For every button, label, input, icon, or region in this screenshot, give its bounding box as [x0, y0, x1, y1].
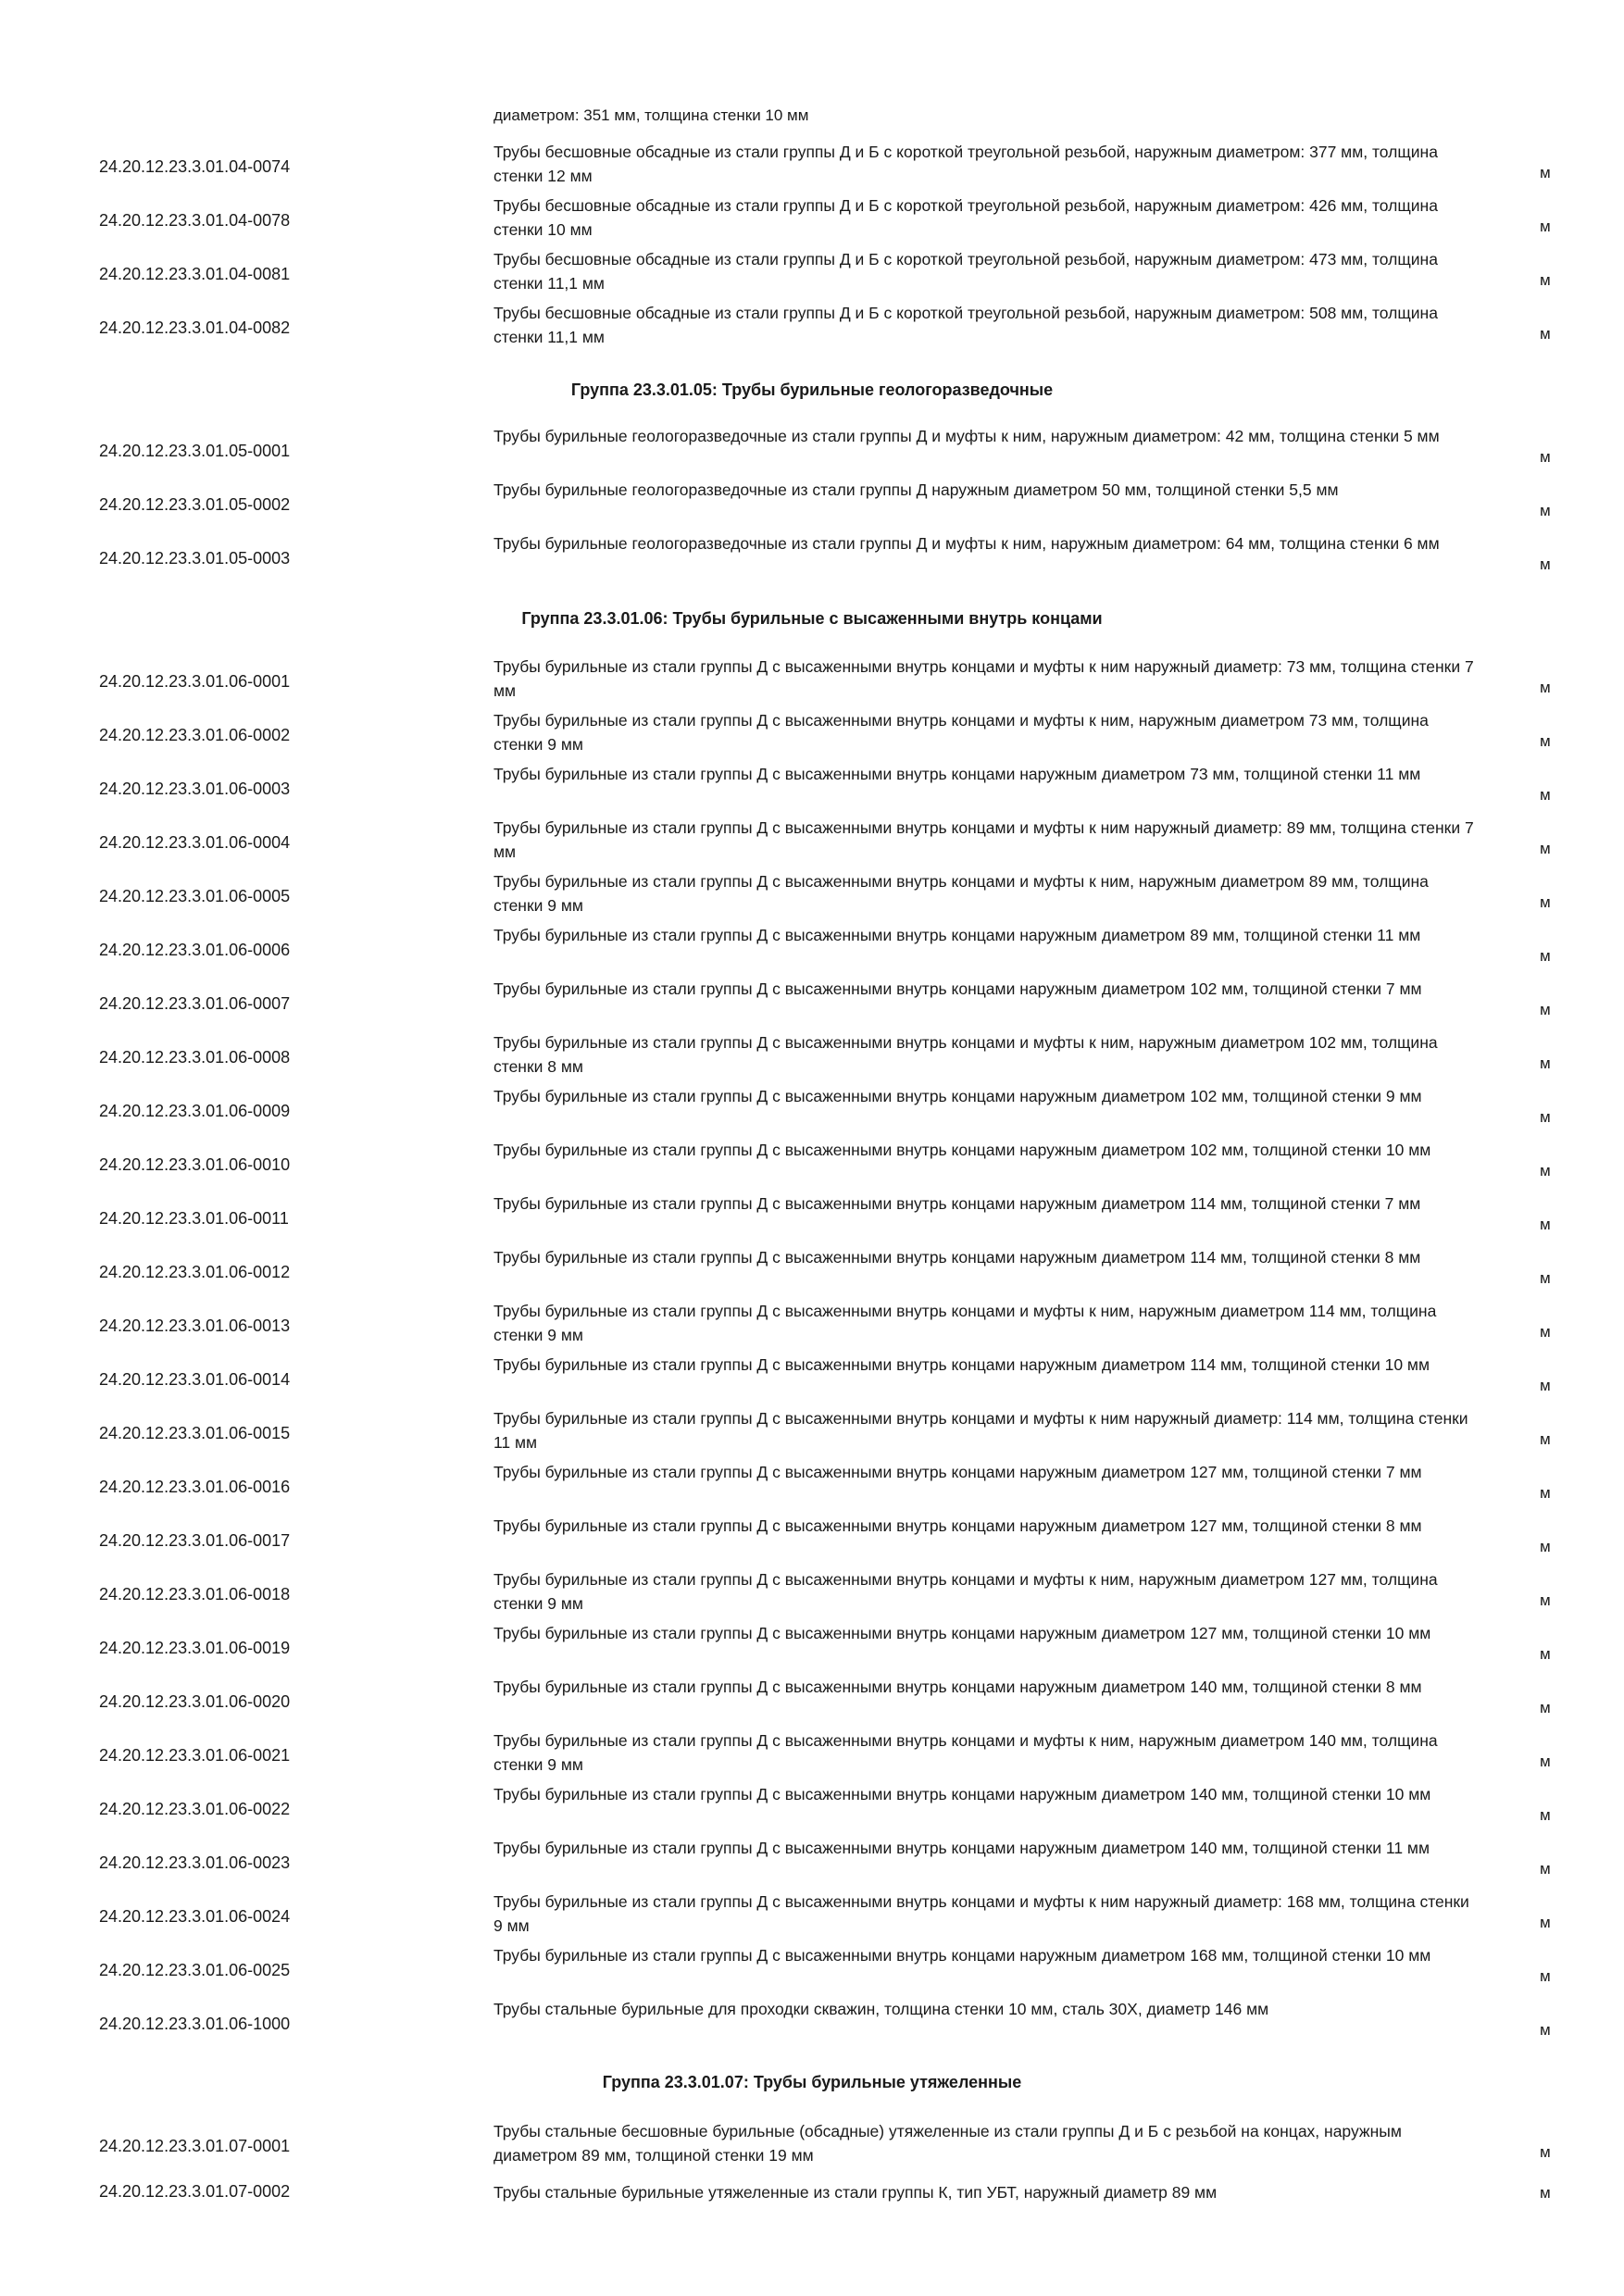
item-unit: м — [1540, 1269, 1551, 1287]
table-row — [0, 868, 1624, 922]
item-description: Трубы бурильные из стали группы Д с высаженными внутрь концами и муфты к ним, наружным диаметром 102 мм, толщина стенки 8 мм — [493, 1033, 1438, 1076]
item-code: 24.20.12.23.3.01.04-0081 — [99, 265, 291, 283]
item-unit: м — [1540, 1753, 1551, 1770]
item-unit: м — [1540, 1108, 1551, 1126]
item-description: Трубы бурильные из стали группы Д с высаженными внутрь концами наружным диаметром 140 мм, толщиной стенки 10 мм — [493, 1785, 1431, 1803]
item-unit: м — [1540, 1054, 1551, 1072]
item-code: 24.20.12.23.3.01.06-0019 — [99, 1639, 291, 1657]
item-unit: м — [1540, 218, 1551, 235]
item-description: Трубы бурильные из стали группы Д с высаженными внутрь концами наружным диаметром 127 мм, толщиной стенки 8 мм — [493, 1516, 1422, 1535]
item-code: 24.20.12.23.3.01.06-0018 — [99, 1585, 291, 1603]
item-code: 24.20.12.23.3.01.06-0024 — [99, 1907, 291, 1926]
item-code: 24.20.12.23.3.01.06-0022 — [99, 1800, 291, 1818]
table-row — [0, 1298, 1624, 1352]
table-row — [0, 1191, 1624, 1244]
table-row — [0, 1352, 1624, 1405]
table-row — [0, 1781, 1624, 1835]
item-unit: м — [1540, 732, 1551, 750]
table-row — [0, 654, 1624, 707]
item-code: 24.20.12.23.3.01.06-1000 — [99, 2015, 291, 2033]
table-row — [0, 1835, 1624, 1889]
item-description: Трубы бесшовные обсадные из стали группы Д и Б с короткой треугольной резьбой, наружным диаметром: 508 мм, толщина стенки 11,1 мм — [493, 304, 1438, 346]
table-row — [0, 1137, 1624, 1191]
item-description: Трубы бурильные из стали группы Д с высаженными внутрь концами наружным диаметром 140 мм, толщиной стенки 11 мм — [493, 1839, 1430, 1857]
item-description: Трубы бурильные из стали группы Д с высаженными внутрь концами наружным диаметром 127 мм, толщиной стенки 10 мм — [493, 1624, 1431, 1642]
item-unit: м — [1540, 1162, 1551, 1179]
item-description: Трубы бурильные из стали группы Д с высаженными внутрь концами наружным диаметром 102 мм, толщиной стенки 9 мм — [493, 1087, 1422, 1105]
item-description: Трубы бурильные из стали группы Д с высаженными внутрь концами наружным диаметром 140 мм, толщиной стенки 8 мм — [493, 1678, 1422, 1696]
item-description: Трубы бесшовные обсадные из стали группы Д и Б с короткой треугольной резьбой, наружным диаметром: 473 мм, толщина стенки 11,1 мм — [493, 250, 1438, 293]
item-description: Трубы стальные бурильные утяжеленные из стали группы К, тип УБТ, наружный диаметр 89 мм — [493, 2183, 1218, 2202]
item-description: Трубы бурильные из стали группы Д с высаженными внутрь концами и муфты к ним, наружным диаметром 89 мм, толщина стенки 9 мм — [493, 872, 1429, 915]
item-unit: м — [1540, 1806, 1551, 1824]
item-code: 24.20.12.23.3.01.06-0021 — [99, 1746, 291, 1765]
table-row — [0, 922, 1624, 976]
table-row — [0, 1405, 1624, 1459]
item-code: 24.20.12.23.3.01.06-0001 — [99, 672, 291, 691]
item-description: Трубы бурильные из стали группы Д с высаженными внутрь концами наружным диаметром 89 мм, толщиной стенки 11 мм — [493, 926, 1421, 944]
table-row — [0, 815, 1624, 868]
item-code: 24.20.12.23.3.01.06-0017 — [99, 1531, 291, 1550]
item-unit: м — [1540, 1216, 1551, 1233]
item-description: Трубы бесшовные обсадные из стали группы Д и Б с короткой треугольной резьбой, наружным диаметром: 377 мм, толщина стенки 12 мм — [493, 143, 1438, 185]
item-code: 24.20.12.23.3.01.06-0020 — [99, 1692, 291, 1711]
item-unit: м — [1540, 1001, 1551, 1018]
item-description: Трубы бурильные из стали группы Д с высаженными внутрь концами и муфты к ним наружный диаметр: 73 мм, толщина стенки 7 мм — [493, 657, 1474, 700]
item-description: Трубы бурильные из стали группы Д с высаженными внутрь концами и муфты к ним, наружным диаметром 127 мм, толщина стенки 9 мм — [493, 1570, 1438, 1613]
item-unit: м — [1540, 1484, 1551, 1502]
item-code: 24.20.12.23.3.01.06-0023 — [99, 1853, 291, 1872]
item-unit: м — [1540, 325, 1551, 343]
item-code: 24.20.12.23.3.01.06-0002 — [99, 726, 291, 744]
item-code: 24.20.12.23.3.01.05-0002 — [99, 495, 291, 514]
table-row — [0, 1728, 1624, 1781]
table-row — [0, 477, 1624, 530]
item-unit: м — [1540, 1645, 1551, 1663]
item-unit: м — [1540, 1914, 1551, 1931]
item-description: Трубы бурильные из стали группы Д с высаженными внутрь концами наружным диаметром 114 мм, толщиной стенки 10 мм — [493, 1355, 1430, 1374]
table-row — [0, 1459, 1624, 1513]
item-description: Трубы бурильные из стали группы Д с высаженными внутрь концами и муфты к ним наружный диаметр: 89 мм, толщина стенки 7 мм — [493, 818, 1474, 861]
item-unit: м — [1540, 1699, 1551, 1716]
item-unit: м — [1540, 2184, 1551, 2202]
item-code: 24.20.12.23.3.01.06-0014 — [99, 1370, 291, 1389]
item-unit: м — [1540, 1430, 1551, 1448]
table-row — [0, 1566, 1624, 1620]
item-code: 24.20.12.23.3.01.05-0003 — [99, 549, 291, 568]
item-unit: м — [1540, 679, 1551, 696]
continuation-text: диаметром: 351 мм, толщина стенки 10 мм — [493, 106, 809, 124]
table-row — [0, 2118, 1624, 2172]
item-unit: м — [1540, 448, 1551, 466]
item-unit: м — [1540, 164, 1551, 181]
item-code: 24.20.12.23.3.01.07-0001 — [99, 2137, 291, 2155]
item-code: 24.20.12.23.3.01.06-0010 — [99, 1155, 291, 1174]
table-row — [0, 2172, 1624, 2226]
item-description: Трубы бурильные геологоразведочные из стали группы Д наружным диаметром 50 мм, толщиной стенки 5,5 мм — [493, 480, 1339, 499]
table-row — [0, 1083, 1624, 1137]
item-code: 24.20.12.23.3.01.04-0078 — [99, 211, 291, 230]
item-unit: м — [1540, 893, 1551, 911]
item-description: Трубы бесшовные обсадные из стали группы Д и Б с короткой треугольной резьбой, наружным диаметром: 426 мм, толщина стенки 10 мм — [493, 196, 1438, 239]
item-code: 24.20.12.23.3.01.06-0003 — [99, 780, 291, 798]
group-heading: Группа 23.3.01.06: Трубы бурильные с высаженными внутрь концами — [521, 609, 1103, 628]
item-code: 24.20.12.23.3.01.04-0082 — [99, 318, 291, 337]
group-heading: Группа 23.3.01.07: Трубы бурильные утяжеленные — [602, 2073, 1022, 2091]
item-description: Трубы бурильные геологоразведочные из стали группы Д и муфты к ним, наружным диаметром: 42 мм, толщина стенки 5 мм — [493, 427, 1440, 445]
item-unit: м — [1540, 1860, 1551, 1878]
item-code: 24.20.12.23.3.01.06-0016 — [99, 1478, 291, 1496]
item-description: Трубы бурильные из стали группы Д с высаженными внутрь концами наружным диаметром 102 мм, толщиной стенки 10 мм — [493, 1141, 1431, 1159]
item-code: 24.20.12.23.3.01.06-0013 — [99, 1316, 291, 1335]
item-description: Трубы бурильные из стали группы Д с высаженными внутрь концами наружным диаметром 168 мм, толщиной стенки 10 мм — [493, 1946, 1431, 1965]
table-row — [0, 1942, 1624, 1996]
item-description: Трубы бурильные из стали группы Д с высаженными внутрь концами и муфты к ним, наружным диаметром 140 мм, толщина стенки 9 мм — [493, 1731, 1438, 1774]
item-unit: м — [1540, 840, 1551, 857]
table-row — [0, 1244, 1624, 1298]
item-unit: м — [1540, 555, 1551, 573]
item-code: 24.20.12.23.3.01.06-0006 — [99, 941, 291, 959]
item-description: Трубы бурильные из стали группы Д с высаженными внутрь концами наружным диаметром 73 мм, толщиной стенки 11 мм — [493, 765, 1421, 783]
table-row — [0, 976, 1624, 1029]
item-code: 24.20.12.23.3.01.05-0001 — [99, 442, 291, 460]
item-code: 24.20.12.23.3.01.06-0005 — [99, 887, 291, 905]
item-code: 24.20.12.23.3.01.06-0025 — [99, 1961, 291, 1979]
item-code: 24.20.12.23.3.01.04-0074 — [99, 157, 291, 176]
item-unit: м — [1540, 947, 1551, 965]
item-code: 24.20.12.23.3.01.06-0004 — [99, 833, 291, 852]
table-row — [0, 1674, 1624, 1728]
item-unit: м — [1540, 1538, 1551, 1555]
table-row — [0, 761, 1624, 815]
item-unit: м — [1540, 786, 1551, 804]
item-code: 24.20.12.23.3.01.06-0011 — [99, 1209, 289, 1228]
table-row — [0, 530, 1624, 584]
item-description: Трубы бурильные из стали группы Д с высаженными внутрь концами наружным диаметром 102 мм, толщиной стенки 7 мм — [493, 980, 1422, 998]
item-description: Трубы бурильные из стали группы Д с высаженными внутрь концами наружным диаметром 114 мм, толщиной стенки 8 мм — [493, 1248, 1421, 1267]
item-code: 24.20.12.23.3.01.06-0008 — [99, 1048, 291, 1067]
item-unit: м — [1540, 1377, 1551, 1394]
item-code: 24.20.12.23.3.01.06-0007 — [99, 994, 291, 1013]
table-row — [0, 1889, 1624, 1942]
table-row — [0, 193, 1624, 246]
item-code: 24.20.12.23.3.01.06-0009 — [99, 1102, 291, 1120]
table-row — [0, 246, 1624, 300]
item-description: Трубы бурильные геологоразведочные из стали группы Д и муфты к ним, наружным диаметром: 64 мм, толщина стенки 6 мм — [493, 534, 1440, 553]
item-description: Трубы бурильные из стали группы Д с высаженными внутрь концами и муфты к ним наружный диаметр: 168 мм, толщина стенки 9 мм — [493, 1892, 1469, 1935]
item-unit: м — [1540, 1967, 1551, 1985]
item-description: Трубы бурильные из стали группы Д с высаженными внутрь концами и муфты к ним, наружным диаметром 73 мм, толщина стенки 9 мм — [493, 711, 1429, 754]
item-description: Трубы бурильные из стали группы Д с высаженными внутрь концами наружным диаметром 127 мм, толщиной стенки 7 мм — [493, 1463, 1422, 1481]
item-code: 24.20.12.23.3.01.07-0002 — [99, 2182, 291, 2201]
table-row — [0, 1513, 1624, 1566]
item-description: Трубы стальные бурильные для проходки скважин, толщина стенки 10 мм, сталь 30Х, диаметр 146 мм — [493, 2000, 1269, 2018]
item-unit: м — [1540, 271, 1551, 289]
item-unit: м — [1540, 2021, 1551, 2039]
group-heading: Группа 23.3.01.05: Трубы бурильные геологоразведочные — [570, 381, 1054, 399]
table-row — [0, 1029, 1624, 1083]
table-row — [0, 1996, 1624, 2050]
table-row — [0, 300, 1624, 354]
item-code: 24.20.12.23.3.01.06-0015 — [99, 1424, 291, 1442]
table-row — [0, 423, 1624, 477]
item-unit: м — [1540, 1323, 1551, 1341]
item-description: Трубы стальные бесшовные бурильные (обсадные) утяжеленные из стали группы Д и Б с резьбой на концах, наружным диаметром 89 мм, толщиной стенки 19 мм — [493, 2122, 1402, 2165]
table-row — [0, 707, 1624, 761]
item-unit: м — [1540, 2143, 1551, 2161]
item-code: 24.20.12.23.3.01.06-0012 — [99, 1263, 291, 1281]
item-unit: м — [1540, 1591, 1551, 1609]
item-unit: м — [1540, 502, 1551, 519]
table-row — [0, 1620, 1624, 1674]
item-description: Трубы бурильные из стали группы Д с высаженными внутрь концами и муфты к ним наружный диаметр: 114 мм, толщина стенки 11 мм — [493, 1409, 1468, 1452]
item-description: Трубы бурильные из стали группы Д с высаженными внутрь концами наружным диаметром 114 мм, толщиной стенки 7 мм — [493, 1194, 1421, 1213]
table-row — [0, 139, 1624, 193]
item-description: Трубы бурильные из стали группы Д с высаженными внутрь концами и муфты к ним, наружным диаметром 114 мм, толщина стенки 9 мм — [493, 1302, 1437, 1344]
